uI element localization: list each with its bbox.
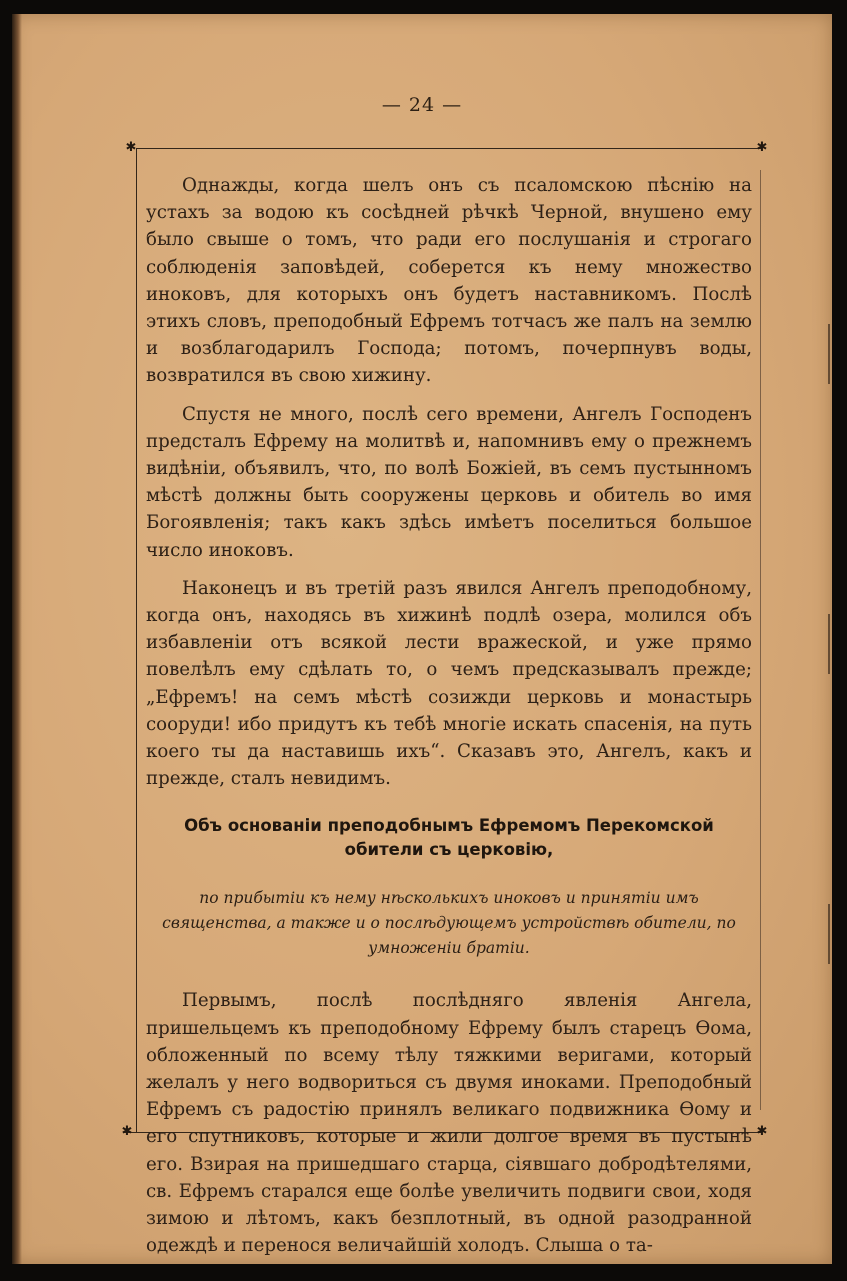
book-page — [12, 14, 832, 1264]
section-heading: Объ основаніи преподобнымъ Ефремомъ Перекомской обители съ церковію, — [184, 816, 714, 860]
paragraph-2: Спустя не много, послѣ сего времени, Ангелъ Господенъ предсталъ Ефрему на молитвѣ и, напомнивъ ему о прежнемъ видѣніи, объявилъ, что, по волѣ Божіей, въ семъ пустынномъ мѣстѣ должны быть сооружены церковь и обитель во имя Богоявленія; такъ какъ здѣсь имѣетъ поселиться большое число иноковъ. — [146, 403, 752, 561]
corner-ornament-icon: ✱ — [121, 1124, 133, 1139]
book-spine — [12, 14, 22, 1264]
right-border-rule — [760, 170, 761, 1110]
top-border-rule — [136, 148, 762, 149]
paragraph-1: Однажды, когда шелъ онъ съ псаломскою пѣснію на устахъ за водою къ сосѣдней рѣчкѣ Черной, внушено ему было свыше о томъ, что ради его послушанія и строгаго соблюденія заповѣдей, соберется къ нему множество иноковъ, для которыхъ онъ будетъ наставникомъ. Послѣ этихъ словъ, преподобный Ефремъ тотчасъ же палъ на землю и возблагодарилъ Господа; потомъ, почерпнувъ воды, возвратился въ свою хижину. — [146, 175, 752, 387]
page-number: — 24 — — [381, 94, 463, 116]
corner-ornament-icon: ✱ — [756, 1124, 768, 1139]
margin-tick — [828, 324, 830, 384]
page-text-block — [146, 172, 752, 1271]
paragraph-3: Наконецъ и въ третій разъ явился Ангелъ преподобному, когда онъ, находясь въ хижинѣ подлѣ озера, молился объ избавленіи отъ всякой лести вражеской, и уже прямо повелѣлъ ему сдѣлать то, о чемъ предсказывалъ прежде; „Ефремъ! на семъ мѣстѣ созижди церковь и монастырь сооруди! ибо придутъ къ тебѣ многіе искать спасенія, на путь коего ты да наставишь ихъ“. Сказавъ это, Ангелъ, какъ и прежде, сталъ невидимъ. — [146, 577, 752, 790]
left-border-rule — [136, 148, 137, 1132]
corner-ornament-icon: ✱ — [125, 140, 137, 155]
corner-ornament-icon: ✱ — [756, 140, 768, 155]
margin-tick — [828, 614, 830, 674]
margin-tick — [828, 904, 830, 964]
margin-marks — [820, 314, 830, 1014]
section-subtitle: по прибытіи къ нему нѣсколькихъ иноковъ и принятіи имъ священства, а также и о послѣдующемъ устройствѣ обители, по умноженіи братіи. — [162, 889, 736, 958]
paragraph-4: Первымъ, послѣ послѣдняго явленія Ангела, пришельцемъ къ преподобному Ефрему былъ старецъ Ѳома, обложенный по всему тѣлу тяжкими веригами, который желалъ у него водвориться съ двумя иноками. Преподобный Ефремъ съ радостію принялъ великаго подвижника Ѳому и его спутниковъ, которые и жили долгое время въ пустынѣ его. Взирая на пришедшаго старца, сіявшаго добродѣтелями, св. Ефремъ старался еще болѣе увеличить подвиги свои, ходя зимою и лѣтомъ, какъ безплотный, въ одной разодранной одеждѣ и перенося величайшій холодъ. Слыша о та- — [146, 990, 752, 1257]
